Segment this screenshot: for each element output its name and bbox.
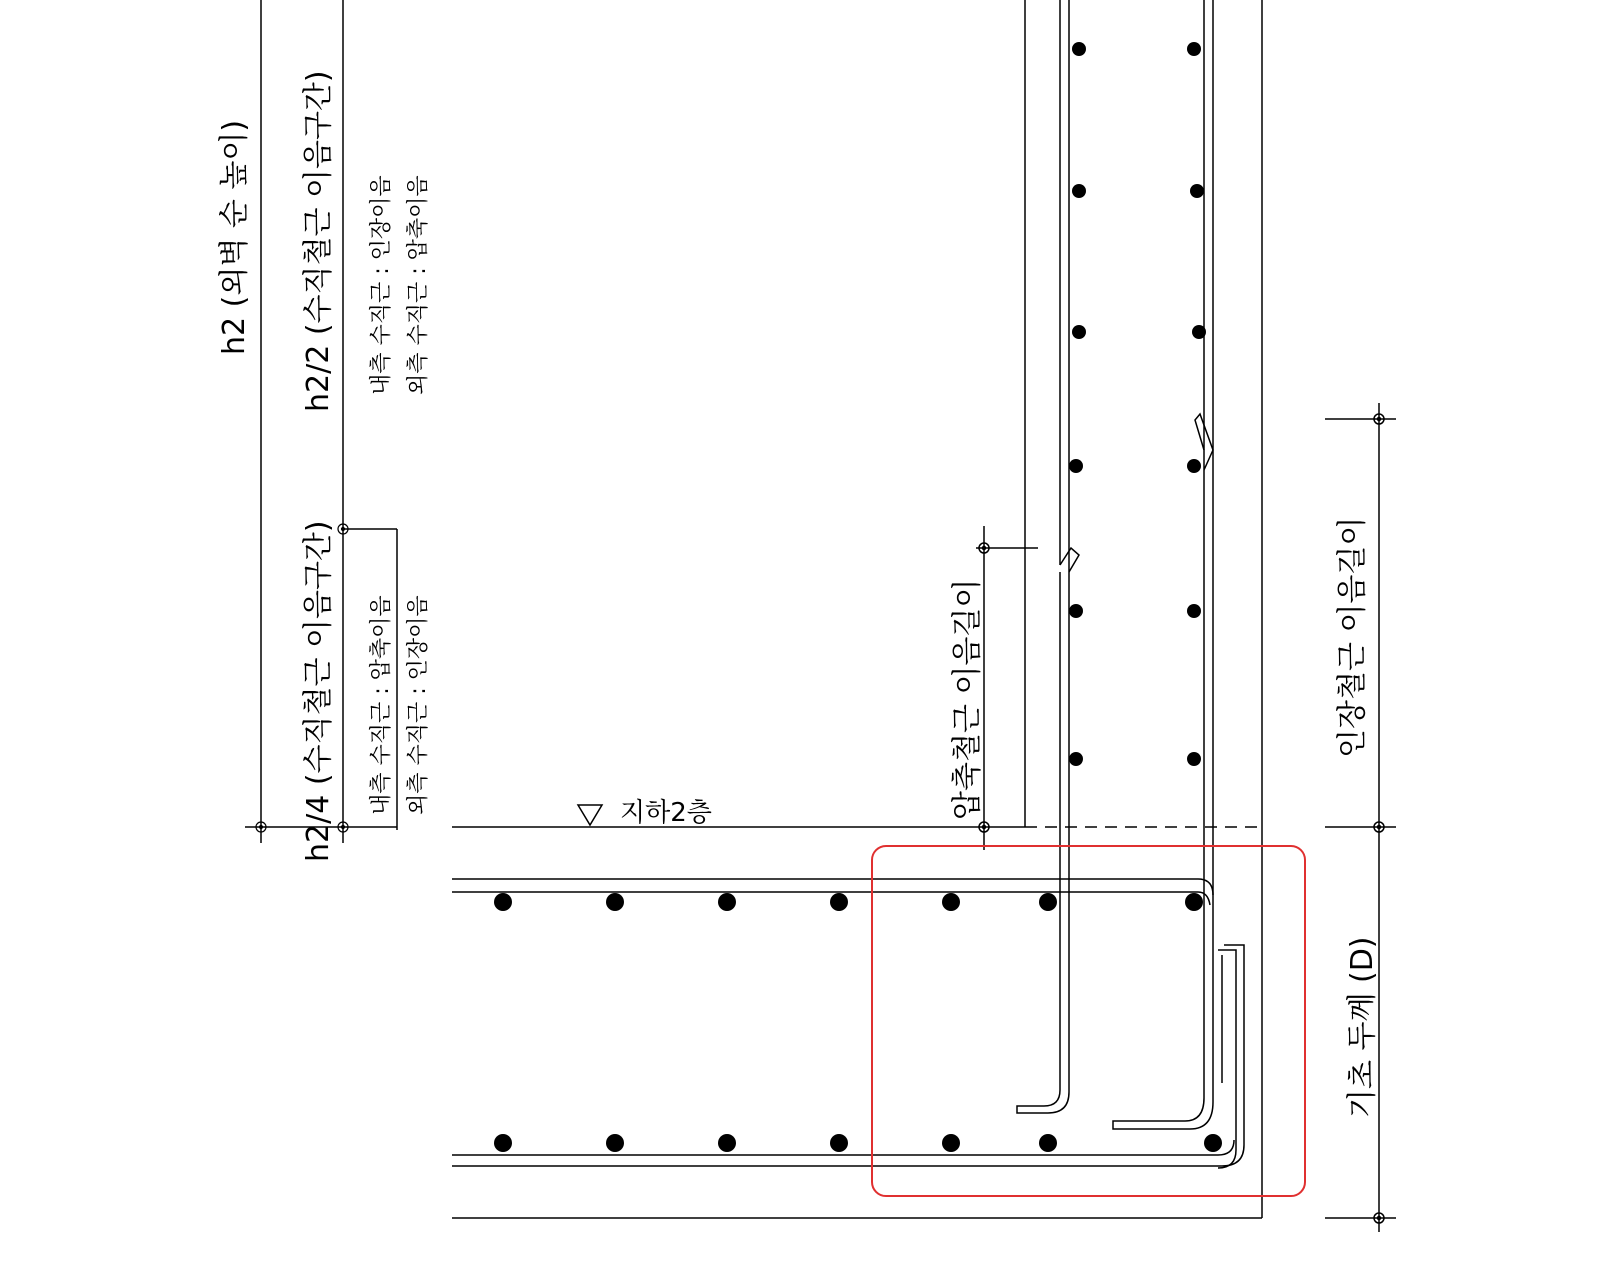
label-h2-quarter-inner: 내측 수직근 : 압축이음 — [369, 595, 394, 815]
label-h2-quarter-outer: 외측 수직근 : 인장이음 — [406, 595, 431, 815]
label-h2-half-inner: 내측 수직근 : 인장이음 — [369, 175, 394, 395]
label-footing-thickness: 기초 두께 (D) — [1345, 936, 1380, 1118]
label-h2-net-height: h2 (외벽 순 높이) — [217, 119, 252, 355]
wall-vertical-rebars — [1017, 0, 1236, 1168]
compression-splice-dimension — [976, 526, 1038, 850]
slab-and-footing-outline — [452, 827, 1262, 1218]
label-h2-quarter: h2/4 (수직철근 이음구간) — [301, 520, 336, 862]
footing-horizontal-rebars — [452, 879, 1244, 1166]
label-compression-splice: 압축철근 이음길이 — [950, 578, 985, 820]
footing-rebar-dots — [494, 893, 1222, 1152]
label-h2-half: h2/2 (수직철근 이음구간) — [301, 70, 336, 412]
level-marker-icon — [578, 805, 602, 825]
label-h2-half-outer: 외측 수직근 : 압축이음 — [406, 175, 431, 395]
highlight-box — [872, 846, 1305, 1196]
label-tension-splice: 인장철근 이음길이 — [1335, 516, 1370, 758]
wall-rebar-dots — [1069, 42, 1206, 766]
label-level-b2: 지하2층 — [620, 798, 712, 828]
